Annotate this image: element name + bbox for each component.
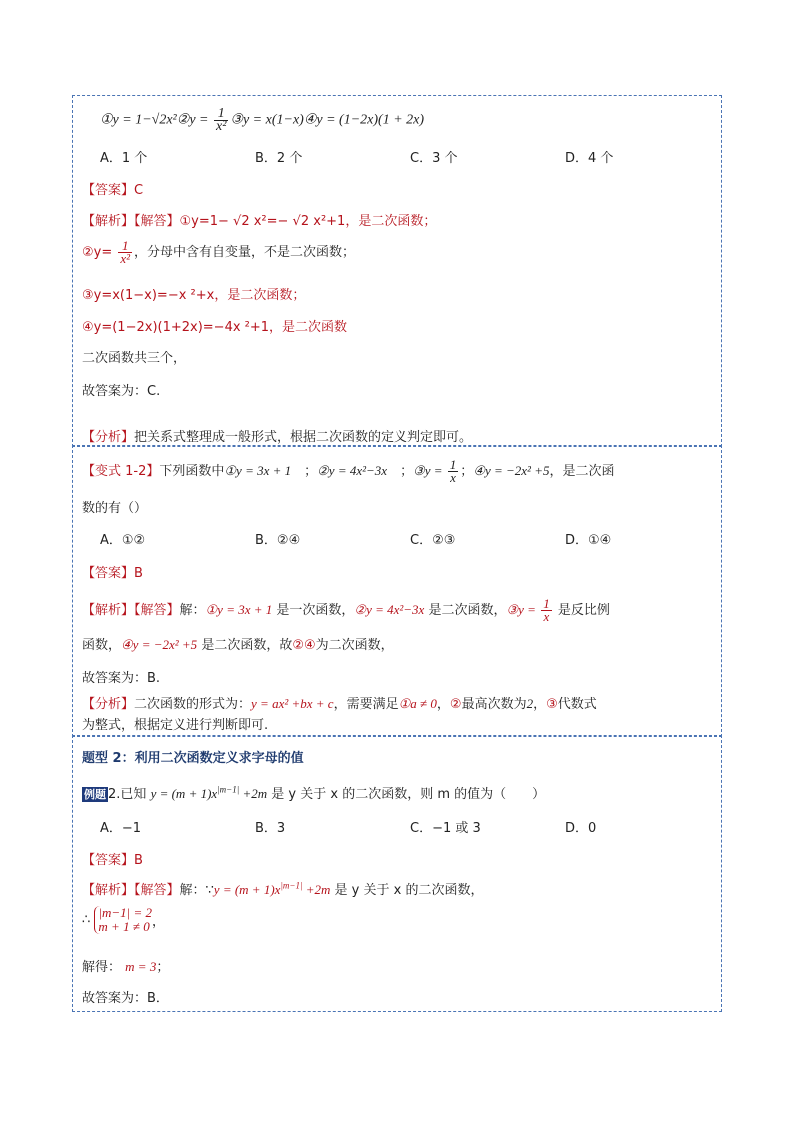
q0-expr-4: ④y = (1−2x)(1 + 2x) <box>303 112 425 128</box>
q0-analysis-text-2b: ，分母中含有自变量，不是二次函数； <box>134 245 356 260</box>
analysis-label: 【解析】【解答】 <box>82 214 180 229</box>
q0-analysis-text-1: ①y=1− √2 x²=− √2 x²+1，是二次函数； <box>179 214 437 229</box>
q0-analysis-line-3 <box>82 284 305 303</box>
section-heading: 题型 2：利用二次函数定义求字母的值 <box>82 751 304 766</box>
q1-a2-text-1: 函数， <box>82 638 122 653</box>
q1-fenxi-b: ，需要满足 <box>333 697 399 712</box>
q1-option-a: A．①② <box>100 533 146 548</box>
fraction-denominator: x² <box>120 251 131 266</box>
q1-option-b: B．②④ <box>255 533 301 548</box>
analysis-label: 【解析】【解答】 <box>82 883 180 898</box>
q2-a-formula: y = (m + 1)x <box>213 882 281 897</box>
q1-fenxi-c3: ③ <box>546 697 558 712</box>
system-eq-2: m + 1 ≠ 0 <box>98 919 150 934</box>
q1-a2-red: ②④ <box>292 638 316 653</box>
q1-fenxi-c1: ①a ≠ 0 <box>398 696 437 711</box>
q1-a1-func-1: ①y = 3x + 1 <box>205 602 273 617</box>
q0-analysis-text-2a: ②y= <box>82 245 117 260</box>
q0-option-a: A．1 个 <box>100 151 148 166</box>
q0-option-d: D．4 个 <box>565 151 614 166</box>
q1-func-1: ①y = 3x + 1 <box>224 463 292 478</box>
solve-end: ； <box>156 960 170 975</box>
therefore-symbol: ∴ <box>82 912 91 928</box>
q1-fenxi-c: ， <box>436 697 450 712</box>
q2-formula-b: +2m <box>239 786 268 801</box>
q1-func-4: ④y = −2x² +5 <box>473 463 550 478</box>
q2-answer: 【答案】B <box>82 853 143 868</box>
q1-fenxi-a: 二次函数的形式为： <box>134 697 252 712</box>
q0-expr-2: ②y = <box>176 112 212 128</box>
q1-option-d: D．①④ <box>565 533 612 548</box>
q0-analysis-line-4 <box>82 316 347 335</box>
system-eq-1: |m−1| = 2 <box>98 905 153 920</box>
q1-stem-line-1: 【变式 1-2】下列函数中①y = 3x + 1 ；②y = 4x²−3x ；③y = $\frac{1}{x}$ ；④y = −2x² +5，是二次函 <box>82 457 615 485</box>
analysis-label: 【解析】【解答】 <box>82 603 180 618</box>
q2-option-a: A．−1 <box>100 821 142 836</box>
q1-fenxi-two: 2 <box>526 696 534 711</box>
q1-answer: 【答案】B <box>82 566 143 581</box>
q1-func-3-frac <box>448 459 459 484</box>
q1-fenxi-f: 代数式 <box>557 697 597 712</box>
fenxi-text: 把关系式整理成一般形式，根据二次函数的定义判定即可。 <box>134 430 473 445</box>
q2-a-exponent: |m−1| <box>280 880 303 891</box>
q2-a-formula-b: +2m <box>302 882 331 897</box>
q1-fenxi-formula: y = ax² +bx + c <box>251 696 334 711</box>
q2-a-pre: 解：∵ <box>179 883 214 898</box>
q1-a2-text-2: 是二次函数，故 <box>197 638 293 653</box>
q0-conclusion: 故答案为：C. <box>82 384 161 399</box>
fraction-numerator: 1 <box>449 457 457 472</box>
q1-func-3: ③y = <box>413 463 446 478</box>
solve-label: 解得： <box>82 960 122 975</box>
question-box-1 <box>72 95 722 447</box>
q1-a1-func-3-frac <box>541 598 552 623</box>
q0-expression-line <box>100 108 424 133</box>
q1-a1-text-1: 是一次函数， <box>272 603 355 618</box>
q0-answer: 【答案】C <box>82 183 144 198</box>
q2-a-text: 是 y 关于 x 的二次函数， <box>330 883 484 898</box>
q1-a2-text-3: 为二次函数， <box>315 638 394 653</box>
fraction-denominator: x <box>450 470 456 485</box>
q1-a1-func-2: ②y = 4x²−3x <box>354 602 425 617</box>
q1-a1-func-3: ③y = <box>506 602 540 617</box>
q1-fenxi-line-2: 为整式，根据定义进行判断即可. <box>82 718 269 733</box>
q1-a1-pre: 解： <box>179 603 206 618</box>
q0-analysis-line-1 <box>82 210 436 229</box>
q0-analysis-text-4: ④y=(1−2x)(1+2x)=−4x ²+1，是二次函数 <box>82 320 348 335</box>
q0-expr-3: ③y = x(1−x) <box>230 112 304 128</box>
solve-value: m = 3 <box>125 959 157 974</box>
q2-exponent: |m−1| <box>217 784 240 795</box>
q0-expr-1: ①y = 1−√2x² <box>100 112 177 128</box>
variant-label: 【变式 1-2】 <box>82 464 160 479</box>
q2-solve <box>82 956 169 975</box>
q1-a2-func-4: ④y = −2x² +5 <box>121 637 198 652</box>
q1-stem-a: 下列函数中 <box>159 464 225 479</box>
fenxi-label: 【分析】 <box>82 697 135 712</box>
q1-fenxi-e: ， <box>533 697 547 712</box>
q1-conclusion: 故答案为：B. <box>82 671 161 686</box>
fraction-denominator: x² <box>215 119 227 134</box>
fraction-numerator: 1 <box>214 108 228 121</box>
q1-fenxi-line-1 <box>82 693 597 712</box>
q1-stem-b: ，是二次函 <box>549 464 615 479</box>
fraction-numerator: 1 <box>543 596 550 611</box>
q1-analysis-line-1 <box>82 598 610 623</box>
fenxi-label: 【分析】 <box>82 430 135 445</box>
q1-func-2: ②y = 4x²−3x <box>317 463 388 478</box>
q2-formula: y = (m + 1)x <box>150 786 218 801</box>
q2-option-d: D．0 <box>565 821 597 836</box>
fraction-denominator: x <box>543 609 550 624</box>
q1-fenxi-d: 最高次数为 <box>461 697 527 712</box>
q1-option-c: C．②③ <box>410 533 456 548</box>
q0-analysis-line-5: 二次函数共三个， <box>82 351 187 366</box>
fraction-numerator: 1 <box>118 240 132 253</box>
q2-number: 2. <box>108 787 121 802</box>
q0-analysis-frac <box>118 240 132 265</box>
q0-analysis-line-2 <box>82 240 355 265</box>
q1-a1-text-2: 是二次函数， <box>424 603 507 618</box>
q0-fenxi <box>82 426 472 445</box>
q2-system <box>82 906 165 934</box>
q0-analysis-text-3: ③y=x(1−x)=−x ²+x，是二次函数； <box>82 288 306 303</box>
q1-a1-text-3: 是反比例 <box>553 603 610 618</box>
q2-option-c: C．−1 或 3 <box>410 821 481 836</box>
q0-option-b: B．2 个 <box>255 151 303 166</box>
system-comma: ， <box>152 914 166 930</box>
q2-conclusion: 故答案为：B． <box>82 991 169 1006</box>
brace-system <box>94 906 152 934</box>
q1-analysis-line-2 <box>82 634 394 653</box>
question-box-3 <box>72 735 722 1012</box>
q1-stem-line-2: 数的有（） <box>82 501 148 516</box>
q2-stem <box>82 783 545 802</box>
q2-option-b: B．3 <box>255 821 286 836</box>
q0-expr-2-frac <box>214 108 228 133</box>
q0-option-c: C．3 个 <box>410 151 458 166</box>
example-tag: 例题 <box>84 788 106 801</box>
q2-stem-b: 是 y 关于 x 的二次函数，则 m 的值为（ ） <box>267 787 546 802</box>
q1-fenxi-c2: ② <box>449 697 462 712</box>
q2-stem-a: 已知 <box>120 787 147 802</box>
q2-analysis-line-1 <box>82 879 483 898</box>
